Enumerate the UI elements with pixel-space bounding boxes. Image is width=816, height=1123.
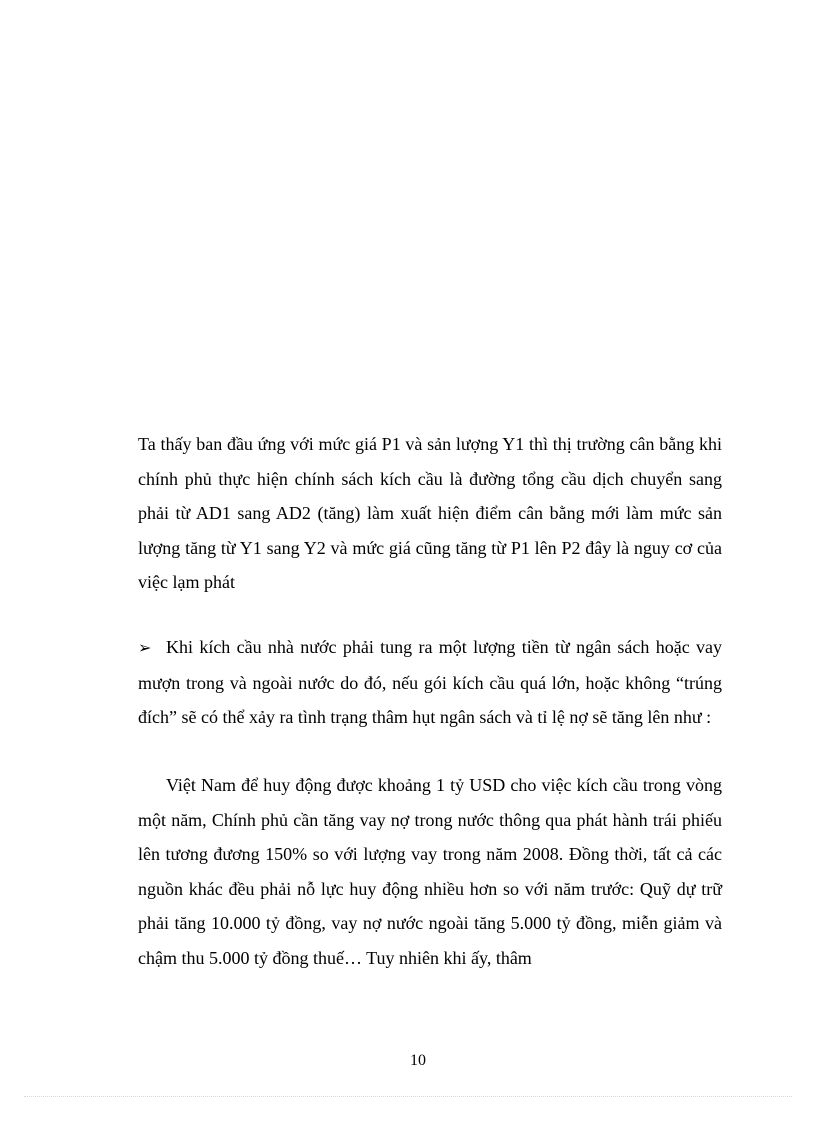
- arrow-bullet-icon: ➢: [138, 638, 152, 657]
- page-number: 10: [410, 1052, 426, 1069]
- bullet-paragraph-text: Khi kích cầu nhà nước phải tung ra một lượng tiền từ ngân sách hoặc vay mượn trong và ngoài nước do đó, nếu gói kích cầu quá lớn, hoặc không “trúng đích” sẽ có thể xảy ra tình trạng thâm hụt ngân sách và tỉ lệ nợ sẽ tăng lên như :: [138, 637, 722, 727]
- paragraph-vietnam-borrowing: Việt Nam để huy động được khoảng 1 tỷ USD cho việc kích cầu trong vòng một năm, Chính phủ cần tăng vay nợ trong nước thông qua phát hành trái phiếu lên tương đương 150% so với lượng vay trong năm 2008. Đồng thời, tất cả các nguồn khác đều phải nỗ lực huy động nhiều hơn so với năm trước: Quỹ dự trữ phải tăng 10.000 tỷ đồng, vay nợ nước ngoài tăng 5.000 tỷ đồng, miễn giảm và chậm thu 5.000 tỷ đồng thuế… Tuy nhiên khi ấy, thâm: [138, 775, 722, 968]
- footer-divider: [24, 1096, 792, 1097]
- paragraph-price-output-analysis: Ta thấy ban đầu ứng với mức giá P1 và sản lượng Y1 thì thị trường cân bằng khi chính phủ thực hiện chính sách kích cầu là đường tổng cầu dịch chuyển sang phải từ AD1 sang AD2 (tăng) làm xuất hiện điểm cân bằng mới làm mức sản lượng tăng từ Y1 sang Y2 và mức giá cũng tăng từ P1 lên P2 đây là nguy cơ của việc lạm phát: [138, 434, 722, 592]
- bullet-paragraph-stimulus-budget: [138, 630, 722, 735]
